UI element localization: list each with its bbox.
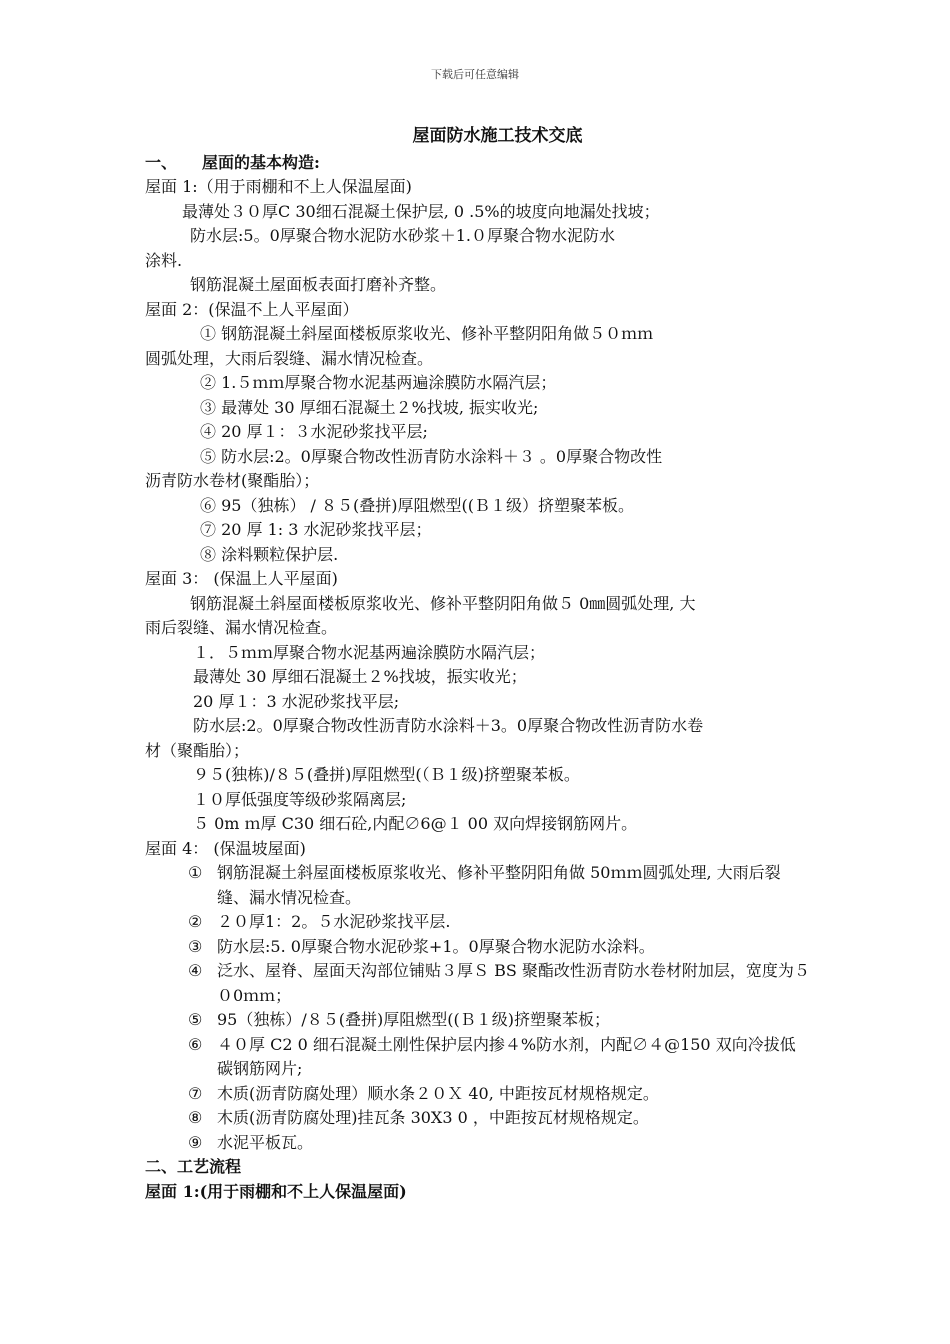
item-number: ⑤ — [188, 1010, 203, 1029]
roof-1-line: 防水层:5。0厚聚合物水泥防水砂浆＋1.０厚聚合物水泥防水 — [190, 226, 616, 245]
roof-3-line: １０厚低强度等级砂浆隔离层; — [193, 789, 407, 809]
roof-2-item: ① 钢筋混凝土斜屋面楼板原浆收光、修补平整阴阳角做５０ｍｍ — [200, 324, 654, 343]
roof-2-item: ④ 20 厚１：３水泥砂浆找平层; — [200, 422, 428, 441]
roof-3-line-cont: 雨后裂缝、漏水情况检查。 — [145, 618, 338, 637]
roof-1-line: 最薄处３０厚C 30细石混凝土保护层, 0 .5%的坡度向地漏处找坡； — [182, 201, 660, 221]
roof-4-item — [145, 935, 810, 960]
item-text: 水泥平板瓦。 — [217, 1132, 314, 1152]
roof-3-line: 钢筋混凝土斜屋面楼板原浆收光、修补平整阴阳角做５ 0㎜圆弧处理, 大 — [190, 593, 696, 613]
page-header: 下载后可任意编辑 — [431, 68, 519, 81]
item-text: 钢筋混凝土斜屋面楼板原浆收光、修补平整阴阳角做 50ｍｍ圆弧处理, 大雨后裂缝、漏水情况检查。 — [217, 863, 781, 907]
item-text: 防水层:5. 0厚聚合物水泥砂浆+1。0厚聚合物水泥防水涂料。 — [217, 936, 655, 956]
item-text: ４０厚 C2 0 细石混凝土刚性保护层内掺４%防水剂，内配∅４@150 双向冷拔低碳钢筋网片; — [217, 1034, 796, 1078]
section-1-title: 屋面的基本构造: — [202, 152, 320, 172]
roof-2-item: ⑦ 20 厚 1: 3 水泥砂浆找平层； — [200, 520, 432, 539]
roof-4-heading: 屋面 4： (保温坡屋面) — [145, 838, 306, 858]
roof-4-item — [145, 861, 810, 910]
roof-2-heading: 屋面 2：(保温不上人平屋面） — [145, 299, 359, 319]
roof-3-line: ５ 0m ｍ厚 C30 细石砼,内配∅6@１ 00 双向焊接钢筋网片。 — [193, 814, 638, 833]
roof-4-item — [145, 910, 810, 935]
document-title: 屋面防水施工技术交底 — [412, 126, 583, 146]
roof-2-item: ⑧ 涂料颗粒保护层. — [200, 544, 339, 564]
document-body — [145, 124, 810, 1204]
item-number: ⑧ — [188, 1108, 203, 1127]
roof-4-item — [145, 1033, 810, 1082]
item-text: 木质(沥青防腐处理）顺水条２０Ｘ 40, 中距按瓦材规格规定。 — [217, 1083, 659, 1103]
roof-3-line-cont: 材（聚酯胎）； — [145, 740, 250, 760]
item-text: 泛水、屋脊、屋面天沟部位铺贴３厚Ｓ BS 聚酯改性沥青防水卷材附加层，宽度为５０0ｍｍ； — [217, 961, 810, 1005]
roof-3-line: 最薄处 30 厚细石混凝土２%找坡，振实收光； — [193, 667, 527, 686]
roof-4-item — [145, 1131, 810, 1156]
roof-4-item — [145, 1082, 810, 1107]
item-number: ① — [188, 863, 203, 882]
item-number: ② — [188, 912, 203, 931]
section-1-heading — [145, 151, 810, 176]
item-text: ２０厚1：2。５水泥砂浆找平层. — [217, 912, 451, 931]
roof-1-heading: 屋面 1:（用于雨棚和不上人保温屋面) — [145, 177, 412, 196]
item-text: 95（独栋）/８５(叠拼)厚阻燃型((Ｂ１级)挤塑聚苯板； — [217, 1010, 610, 1029]
roof-2-item-cont: 沥青防水卷材(聚酯胎）； — [145, 471, 320, 490]
section-2-roof-1-heading: 屋面 1:(用于雨棚和不上人保温屋面) — [145, 1181, 407, 1201]
roof-3-heading: 屋面 3： (保温上人平屋面) — [145, 569, 338, 588]
section-1-number: 一、 — [145, 152, 178, 172]
item-number: ⑦ — [188, 1083, 203, 1103]
roof-3-line: 防水层:2。0厚聚合物改性沥青防水涂料＋3。0厚聚合物改性沥青防水卷 — [193, 716, 704, 735]
roof-4-item — [145, 1106, 810, 1131]
roof-3-line: １．５ｍｍ厚聚合物水泥基两遍涂膜防水隔汽层； — [193, 642, 546, 662]
roof-4-item — [145, 1008, 810, 1033]
roof-2-item: ⑤ 防水层:2。0厚聚合物改性沥青防水涂料＋３ 。0厚聚合物改性 — [200, 446, 663, 466]
roof-3-line: ９５(独栋)/８５(叠拼)厚阻燃型(（Ｂ１级)挤塑聚苯板。 — [193, 765, 580, 784]
roof-2-item: ② 1.５ｍｍ厚聚合物水泥基两遍涂膜防水隔汽层； — [200, 373, 557, 392]
roof-2-item: ⑥ 95（独栋） / ８５(叠拼)厚阻燃型((Ｂ１级）挤塑聚苯板。 — [200, 495, 634, 515]
item-number: ⑥ — [188, 1034, 203, 1054]
item-number: ⑨ — [188, 1132, 203, 1152]
roof-1-line: 钢筋混凝土屋面板表面打磨补齐整。 — [190, 275, 447, 294]
roof-4-item — [145, 959, 810, 1008]
section-2-heading: 二、工艺流程 — [145, 1157, 242, 1176]
item-text: 木质(沥青防腐处理)挂瓦条 30X3 0 ，中距按瓦材规格规定。 — [217, 1108, 649, 1127]
roof-3-line: 20 厚１：3 水泥砂浆找平层; — [193, 691, 400, 711]
item-number: ④ — [188, 961, 203, 980]
roof-2-item: ③ 最薄处 30 厚细石混凝土２%找坡, 振实收光; — [200, 397, 539, 417]
roof-2-item-cont: 圆弧处理，大雨后裂缝、漏水情况检查。 — [145, 348, 434, 368]
roof-1-line: 涂料. — [145, 250, 183, 270]
item-number: ③ — [188, 936, 203, 956]
